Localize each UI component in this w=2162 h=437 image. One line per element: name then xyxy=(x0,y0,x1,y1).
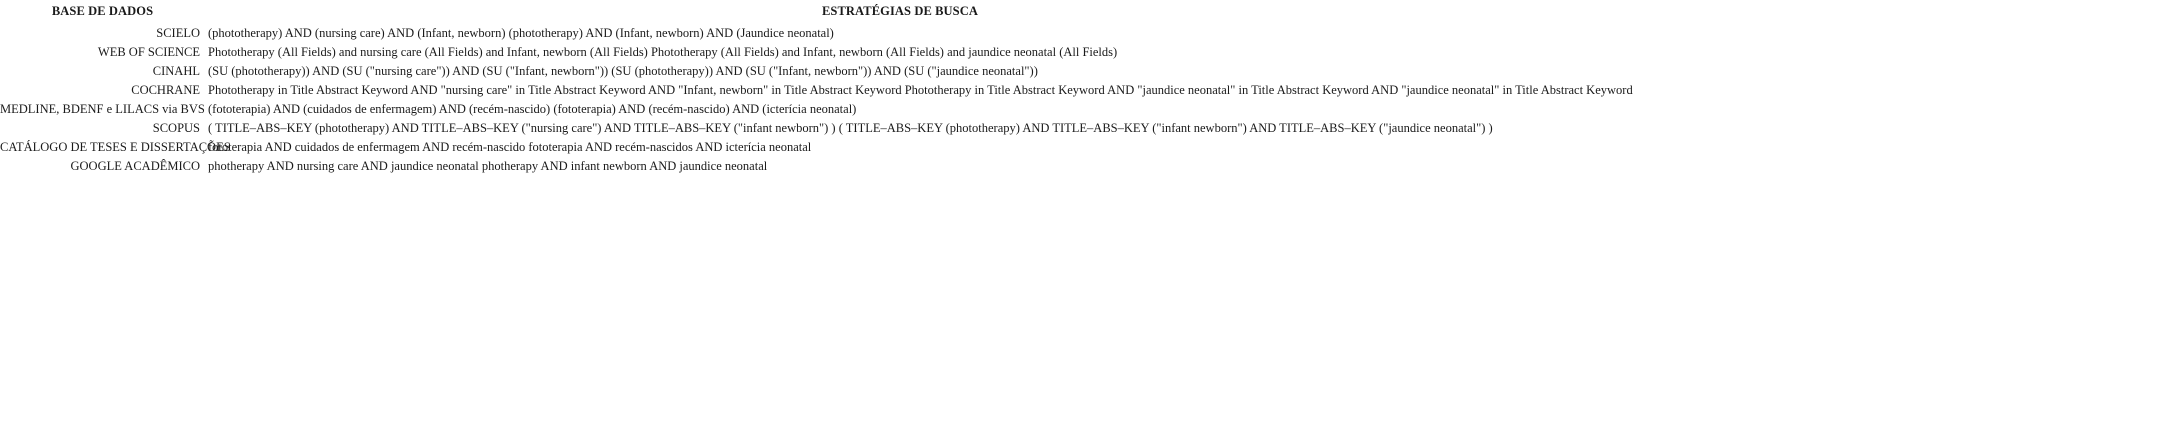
cell-strategy: ( TITLE–ABS–KEY (phototherapy) AND TITLE–ABS–KEY ("nursing care") AND TITLE–ABS–KEY ("infant newborn") ) ( TITLE–ABS–KEY (phototherapy) AND TITLE–ABS–KEY ("infant newborn") AND TITLE–ABS–KEY ("jaundice neonatal") ) xyxy=(208,121,1493,135)
table-row xyxy=(0,64,2162,83)
table-header-row xyxy=(0,4,2162,26)
table-row xyxy=(0,26,2162,45)
cell-strategy: Phototherapy (All Fields) and nursing care (All Fields) and Infant, newborn (All Fields) Phototherapy (All Fields) and Infant, newborn (All Fields) and jaundice neonatal (All Fields) xyxy=(208,45,1118,59)
column-header-strategy: ESTRATÉGIAS DE BUSCA xyxy=(822,4,978,18)
table-row xyxy=(0,121,2162,140)
search-strategies-table xyxy=(0,4,2162,178)
cell-database: SCOPUS xyxy=(152,121,200,135)
cell-database: SCIELO xyxy=(156,26,200,40)
table-row xyxy=(0,102,2162,121)
cell-database: COCHRANE xyxy=(131,83,200,97)
table-body xyxy=(0,26,2162,178)
cell-strategy: Phototherapy in Title Abstract Keyword AND "nursing care" in Title Abstract Keyword AND "Infant, newborn" in Title Abstract Keyword Phototherapy in Title Abstract Keyword AND "jaundice neonatal" in Title Abstract Keyword AND "jaundice neonatal" in Title Abstract Keyword xyxy=(208,83,1633,97)
cell-strategy: fototerapia AND cuidados de enfermagem AND recém-nascido fototerapia AND recém-nascidos AND icterícia neonatal xyxy=(208,140,812,154)
cell-database: CATÁLOGO DE TESES E DISSERTAÇÕES xyxy=(0,140,231,154)
column-header-database: BASE DE DADOS xyxy=(51,4,154,18)
cell-strategy: (phototherapy) AND (nursing care) AND (Infant, newborn) (phototherapy) AND (Infant, newborn) AND (Jaundice neonatal) xyxy=(208,26,834,40)
table-header xyxy=(0,4,2162,26)
table-row xyxy=(0,83,2162,102)
cell-database: GOOGLE ACADÊMICO xyxy=(70,159,200,173)
cell-database: CINAHL xyxy=(152,64,200,78)
table-row xyxy=(0,140,2162,159)
cell-strategy: photherapy AND nursing care AND jaundice neonatal photherapy AND infant newborn AND jaundice neonatal xyxy=(208,159,768,173)
cell-database: MEDLINE, BDENF e LILACS via BVS xyxy=(0,102,205,116)
search-strategies-table-container xyxy=(0,0,2162,178)
cell-strategy: (fototerapia) AND (cuidados de enfermagem) AND (recém-nascido) (fototerapia) AND (recém-nascido) AND (icterícia neonatal) xyxy=(208,102,857,116)
cell-database: WEB OF SCIENCE xyxy=(97,45,200,59)
table-row xyxy=(0,159,2162,178)
table-row xyxy=(0,45,2162,64)
cell-strategy: (SU (phototherapy)) AND (SU ("nursing care")) AND (SU ("Infant, newborn")) (SU (phototherapy)) AND (SU ("Infant, newborn")) AND (SU ("jaundice neonatal")) xyxy=(208,64,1038,78)
